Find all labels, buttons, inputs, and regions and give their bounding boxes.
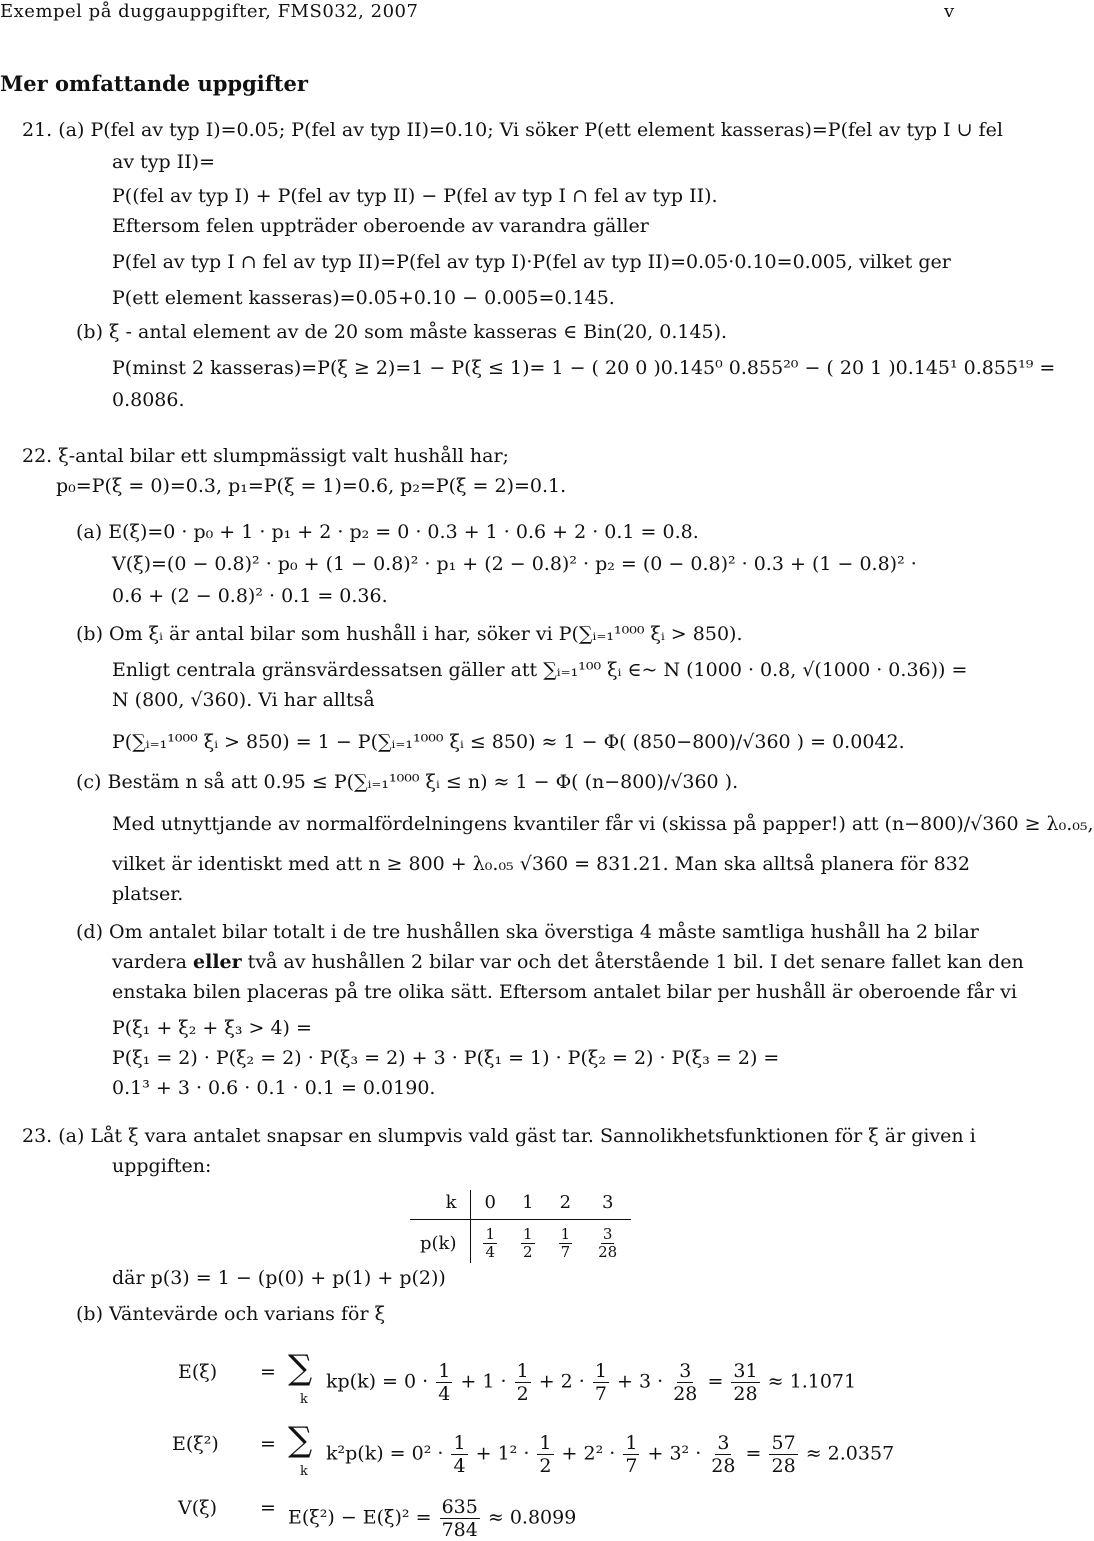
- text-line: 0.6 + (2 − 0.8)² · 0.1 = 0.36.: [112, 585, 388, 607]
- text-line: 21. (a) P(fel av typ I)=0.05; P(fel av typ II)=0.10; Vi söker P(ett element kasseras)=P(fel av typ I ∪ fel: [22, 119, 1003, 141]
- text-line: [112, 950, 1024, 974]
- text-span: två av hushållen 2 bilar var och det återstående 1 bil. I det senare fallet kan den: [241, 951, 1024, 973]
- eq-text: ≈ 1.1071: [767, 1370, 857, 1393]
- eq-text: =: [707, 1370, 724, 1393]
- table-cell: [471, 1220, 509, 1264]
- text-line: P(minst 2 kasseras)=P(ξ ≥ 2)=1 − P(ξ ≤ 1)= 1 − ( 20 0 )0.145⁰ 0.855²⁰ − ( 20 1 )0.145¹ 0.855¹⁹ =: [112, 357, 1056, 379]
- text-line: uppgiften:: [112, 1155, 212, 1177]
- text-span: vardera: [112, 951, 194, 973]
- text-line: 23. (a) Låt ξ vara antalet snapsar en slumpvis vald gäst tar. Sannolikhetsfunktionen för ξ är given i: [22, 1125, 976, 1147]
- text-line: (c) Bestäm n så att 0.95 ≤ P(∑ᵢ₌₁¹⁰⁰⁰ ξᵢ ≤ n) ≈ 1 − Φ( (n−800)/√360 ).: [76, 771, 739, 793]
- table-cell: [547, 1220, 585, 1264]
- eq-text: k²p(k) = 0² ·: [326, 1442, 444, 1465]
- text-line: (b) ξ - antal element av de 20 som måste kasseras ∈ Bin(20, 0.145).: [76, 321, 728, 343]
- eq3-equals: =: [260, 1497, 276, 1519]
- text-line: V(ξ)=(0 − 0.8)² · p₀ + (1 − 0.8)² · p₁ + (2 − 0.8)² · p₂ = (0 − 0.8)² · 0.3 + (1 − 0.8)² ·: [112, 553, 917, 575]
- eq1-body: [326, 1360, 856, 1405]
- text-line: där p(3) = 1 − (p(0) + p(1) + p(2)): [112, 1267, 446, 1289]
- frac-num: 1: [523, 1225, 533, 1243]
- eq-text: + 3 ·: [617, 1370, 664, 1393]
- frac-num: 1: [453, 1432, 466, 1454]
- frac-den: 28: [673, 1383, 698, 1405]
- frac-num: 635: [441, 1496, 478, 1518]
- frac-den: 28: [598, 1243, 618, 1261]
- eq1-equals: =: [260, 1361, 276, 1383]
- frac-den: 28: [733, 1383, 758, 1405]
- frac-den: 7: [560, 1243, 571, 1261]
- eq-text: ≈ 0.8099: [487, 1506, 577, 1529]
- text-line: vilket är identiskt med att n ≥ 800 + λ₀.₀₅ √360 = 831.21. Man ska alltså planera för 832: [112, 853, 970, 875]
- eq-text: + 2 ·: [538, 1370, 585, 1393]
- eq-text: + 2² ·: [561, 1442, 616, 1465]
- frac-num: 1: [485, 1225, 496, 1243]
- text-line: 0.8086.: [112, 389, 185, 411]
- frac-num: 1: [438, 1360, 451, 1382]
- text-line: P(ξ₁ = 2) · P(ξ₂ = 2) · P(ξ₃ = 2) + 3 · P(ξ₁ = 1) · P(ξ₂ = 2) · P(ξ₃ = 2) =: [112, 1047, 780, 1069]
- text-line: (b) Om ξᵢ är antal bilar som hushåll i har, söker vi P(∑ᵢ₌₁¹⁰⁰⁰ ξᵢ > 850).: [76, 623, 743, 645]
- frac-den: 4: [485, 1243, 496, 1261]
- text-line: P((fel av typ I) + P(fel av typ II) − P(fel av typ I ∩ fel av typ II).: [112, 185, 718, 207]
- text-line: 0.1³ + 3 · 0.6 · 0.1 · 0.1 = 0.0190.: [112, 1077, 436, 1099]
- frac-den: 28: [771, 1455, 796, 1477]
- text-line: av typ II)=: [112, 151, 216, 173]
- table-cell: [509, 1220, 547, 1264]
- text-line: (d) Om antalet bilar totalt i de tre hushållen ska överstiga 4 måste samtliga hushåll ha 2 bilar: [76, 921, 979, 943]
- text-line: P(fel av typ I ∩ fel av typ II)=P(fel av typ I)·P(fel av typ II)=0.05·0.10=0.005, vilket ger: [112, 251, 951, 273]
- frac-den: 4: [453, 1455, 466, 1477]
- text-line: Eftersom felen uppträder oberoende av varandra gäller: [112, 215, 649, 237]
- eq-text: + 3² ·: [647, 1442, 702, 1465]
- frac-den: 2: [516, 1383, 529, 1405]
- frac-num: 3: [679, 1360, 692, 1382]
- text-line: 22. ξ-antal bilar ett slumpmässigt valt hushåll har;: [22, 445, 509, 467]
- frac-den: 7: [625, 1455, 638, 1477]
- table-cell: 3: [601, 1192, 614, 1213]
- eq2-equals: =: [260, 1433, 276, 1455]
- sum-symbol: ∑: [288, 1348, 313, 1388]
- text-line: p₀=P(ξ = 0)=0.3, p₁=P(ξ = 1)=0.6, p₂=P(ξ = 2)=0.1.: [56, 475, 567, 497]
- text-line: P(ett element kasseras)=0.05+0.10 − 0.005=0.145.: [112, 287, 615, 309]
- frac-num: 3: [602, 1225, 613, 1243]
- frac-den: 7: [594, 1383, 607, 1405]
- page-number: v: [944, 1, 955, 22]
- eq3-body: [288, 1496, 576, 1541]
- frac-num: 1: [625, 1432, 638, 1454]
- text-line: Med utnyttjande av normalfördelningens kvantiler får vi (skissa på papper!) att (n−800)/√360 ≥ λ₀.₀₅,: [112, 813, 1094, 835]
- eq3-lhs: V(ξ): [178, 1497, 218, 1519]
- eq1-lhs: E(ξ): [178, 1361, 218, 1383]
- eq-text: ≈ 2.0357: [805, 1442, 895, 1465]
- text-line: P(ξ₁ + ξ₂ + ξ₃ > 4) =: [112, 1017, 312, 1039]
- table-cell: [584, 1220, 631, 1264]
- eq-text: =: [745, 1442, 762, 1465]
- bold-word: eller: [193, 951, 242, 973]
- eq-text: E(ξ²) − E(ξ)² =: [288, 1506, 432, 1529]
- eq-text: kp(k) = 0 ·: [326, 1370, 429, 1393]
- text-line: Enligt centrala gränsvärdessatsen gäller att ∑ᵢ₌₁¹⁰⁰ ξᵢ ∈~ N (1000 · 0.8, √(1000 · 0.36)) =: [112, 659, 968, 681]
- text-line: P(∑ᵢ₌₁¹⁰⁰⁰ ξᵢ > 850) = 1 − P(∑ᵢ₌₁¹⁰⁰⁰ ξᵢ ≤ 850) ≈ 1 − Φ( (850−800)/√360 ) = 0.0042.: [112, 731, 905, 753]
- frac-num: 1: [560, 1225, 571, 1243]
- eq-text: + 1 ·: [460, 1370, 507, 1393]
- section-title: Mer omfattande uppgifter: [0, 71, 308, 96]
- frac-num: 31: [733, 1360, 758, 1382]
- frac-den: 2: [523, 1243, 533, 1261]
- frac-den: 4: [438, 1383, 451, 1405]
- pmf-table: [410, 1190, 631, 1263]
- frac-den: 784: [441, 1519, 478, 1541]
- table-cell: 0: [484, 1192, 496, 1213]
- table-cell: 2: [559, 1192, 572, 1213]
- text-line: (a) E(ξ)=0 · p₀ + 1 · p₁ + 2 · p₂ = 0 · 0.3 + 1 · 0.6 + 2 · 0.1 = 0.8.: [76, 521, 699, 543]
- text-line: enstaka bilen placeras på tre olika sätt. Eftersom antalet bilar per hushåll är oberoende får vi: [112, 981, 1017, 1003]
- sum-index: k: [300, 1392, 308, 1407]
- table-header-k: k: [410, 1190, 471, 1220]
- sum-index: k: [300, 1464, 308, 1479]
- text-line: platser.: [112, 883, 184, 905]
- frac-num: 3: [717, 1432, 730, 1454]
- table-cell: 1: [522, 1192, 534, 1213]
- frac-den: 2: [539, 1455, 552, 1477]
- frac-num: 1: [516, 1360, 529, 1382]
- text-line: N (800, √360). Vi har alltså: [112, 689, 375, 711]
- eq2-lhs: E(ξ²): [172, 1433, 219, 1455]
- eq2-body: [326, 1432, 894, 1477]
- eq-text: + 1² ·: [475, 1442, 530, 1465]
- frac-num: 1: [539, 1432, 552, 1454]
- frac-num: 1: [594, 1360, 607, 1382]
- sum-symbol: ∑: [288, 1420, 313, 1460]
- frac-den: 28: [711, 1455, 736, 1477]
- table-header-pk: p(k): [410, 1220, 471, 1264]
- frac-num: 57: [771, 1432, 796, 1454]
- text-line: (b) Väntevärde och varians för ξ: [76, 1303, 386, 1325]
- running-header: Exempel på duggauppgifter, FMS032, 2007: [0, 1, 419, 22]
